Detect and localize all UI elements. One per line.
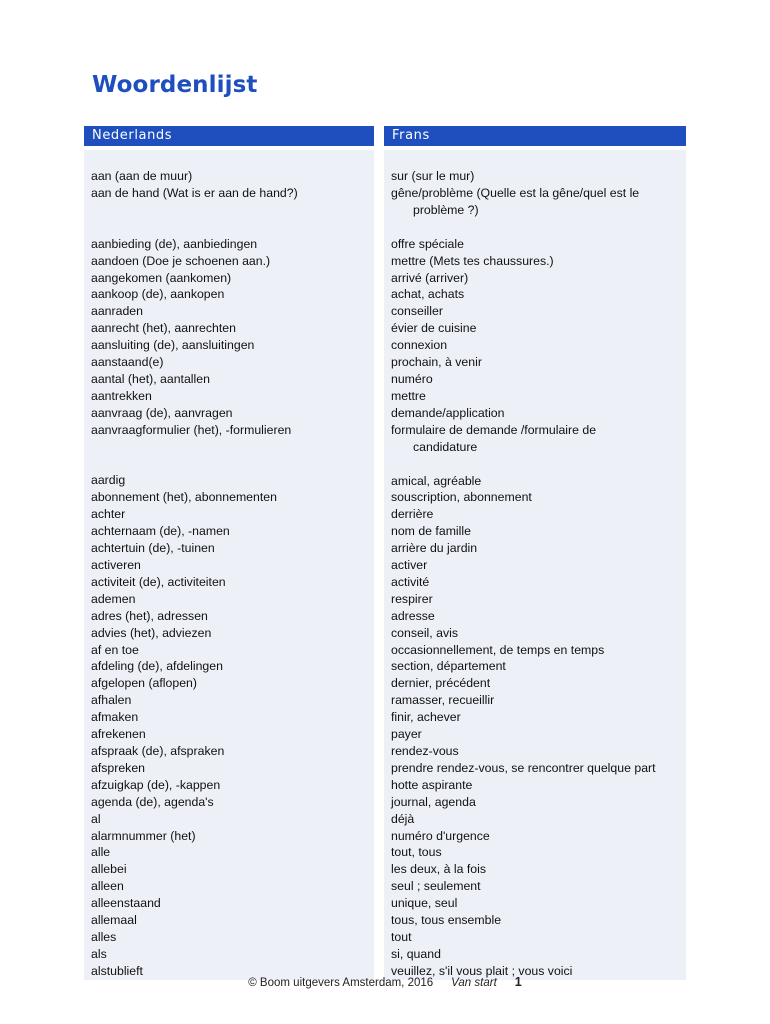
dutch-term: afspraak (de), afspraken bbox=[91, 743, 225, 758]
french-translation: souscription, abonnement bbox=[391, 490, 532, 505]
dutch-term: alle bbox=[91, 845, 111, 860]
french-translation: section, département bbox=[391, 659, 506, 674]
dutch-term: aansluiting (de), aansluitingen bbox=[91, 338, 255, 353]
french-translation: tous, tous ensemble bbox=[391, 913, 502, 928]
french-translation: dernier, précédent bbox=[391, 676, 491, 691]
group-spacer bbox=[91, 439, 374, 473]
french-translation: amical, agréable bbox=[391, 473, 482, 488]
french-translation: occasionnellement, de temps en temps bbox=[391, 642, 605, 657]
french-translation: mettre bbox=[391, 388, 426, 403]
french-translation: unique, seul bbox=[391, 896, 458, 911]
dutch-term: aanvraag (de), aanvragen bbox=[91, 405, 233, 420]
french-translation: seul ; seulement bbox=[391, 879, 481, 894]
french-translation: adresse bbox=[391, 608, 435, 623]
french-translation: ramasser, recueillir bbox=[391, 693, 495, 708]
french-translation: conseil, avis bbox=[391, 625, 458, 640]
dutch-term: afhalen bbox=[91, 693, 132, 708]
dutch-term: aanvraagformulier (het), -formulieren bbox=[91, 422, 292, 437]
french-translation: prendre rendez-vous, se rencontrer quelque part bbox=[391, 760, 656, 775]
french-translation: hotte aspirante bbox=[391, 777, 473, 792]
dutch-word-list bbox=[84, 150, 374, 980]
dutch-term: ademen bbox=[91, 591, 136, 606]
french-translation: conseiller bbox=[391, 304, 443, 319]
french-translation: demande/application bbox=[391, 405, 505, 420]
french-column-header: Frans bbox=[384, 126, 686, 146]
french-translation: problème ?) bbox=[413, 202, 479, 217]
dutch-term: alleenstaand bbox=[91, 896, 161, 911]
dutch-term: achter bbox=[91, 507, 126, 522]
french-translation: connexion bbox=[391, 338, 448, 353]
dutch-term: aantal (het), aantallen bbox=[91, 371, 210, 386]
group-spacer bbox=[391, 219, 686, 236]
group-spacer bbox=[91, 202, 374, 236]
dutch-term: aantrekken bbox=[91, 388, 152, 403]
french-translation: prochain, à venir bbox=[391, 355, 482, 370]
french-translation: veuillez, s'il vous plait ; vous voici bbox=[391, 963, 573, 978]
dutch-term: afgelopen (aflopen) bbox=[91, 676, 197, 691]
french-translation: respirer bbox=[391, 591, 433, 606]
french-translation: journal, agenda bbox=[391, 794, 476, 809]
dutch-term: af en toe bbox=[91, 642, 139, 657]
dutch-term: abonnement (het), abonnementen bbox=[91, 490, 277, 505]
dutch-term: achtertuin (de), -tuinen bbox=[91, 541, 215, 556]
french-translation: sur (sur le mur) bbox=[391, 169, 475, 183]
french-translation: arrière du jardin bbox=[391, 541, 478, 556]
dutch-term: aanbieding (de), aanbiedingen bbox=[91, 236, 258, 251]
french-translation: si, quand bbox=[391, 946, 441, 961]
page-footer bbox=[0, 975, 770, 989]
book-title: Van start bbox=[451, 977, 497, 989]
french-translation: gêne/problème (Quelle est la gêne/quel est le bbox=[391, 185, 640, 200]
french-column bbox=[384, 126, 686, 980]
french-translation: arrivé (arriver) bbox=[391, 270, 469, 285]
dutch-term: alles bbox=[91, 929, 117, 944]
dutch-term: allebei bbox=[91, 862, 127, 877]
french-translation: candidature bbox=[413, 439, 478, 454]
dutch-term: alleen bbox=[91, 879, 124, 894]
french-translation: les deux, à la fois bbox=[391, 862, 487, 877]
french-translation: payer bbox=[391, 727, 422, 742]
french-translation: nom de famille bbox=[391, 524, 471, 539]
dutch-term: aanrecht (het), aanrechten bbox=[91, 321, 236, 336]
dutch-term: aanraden bbox=[91, 304, 143, 319]
dutch-term: aanstaand(e) bbox=[91, 355, 164, 370]
dutch-term: afmaken bbox=[91, 710, 139, 725]
page-number: 1 bbox=[514, 975, 522, 989]
dutch-term: aandoen (Doe je schoenen aan.) bbox=[91, 253, 271, 268]
dutch-term: activeren bbox=[91, 558, 141, 572]
french-translation: formulaire de demande /formulaire de bbox=[391, 422, 597, 437]
french-translation: derrière bbox=[391, 507, 434, 522]
dutch-term: als bbox=[91, 946, 107, 961]
dutch-term: aan de hand (Wat is er aan de hand?) bbox=[91, 185, 298, 200]
french-translation: numéro bbox=[391, 371, 433, 386]
french-translation: activité bbox=[391, 574, 430, 589]
dutch-term: aankoop (de), aankopen bbox=[91, 287, 225, 302]
dutch-term: activiteit (de), activiteiten bbox=[91, 574, 226, 589]
french-translation: activer bbox=[391, 558, 428, 573]
french-translation: évier de cuisine bbox=[391, 321, 477, 336]
french-translation: tout, tous bbox=[391, 845, 442, 860]
dutch-term: allemaal bbox=[91, 913, 137, 928]
dutch-term: afzuigkap (de), -kappen bbox=[91, 777, 221, 792]
french-translation: tout bbox=[391, 929, 412, 944]
group-spacer bbox=[391, 456, 686, 473]
french-translation: numéro d'urgence bbox=[391, 828, 490, 843]
dutch-term: afrekenen bbox=[91, 727, 146, 742]
dutch-term: aangekomen (aankomen) bbox=[91, 270, 232, 285]
copyright-text: © Boom uitgevers Amsterdam, 2016 bbox=[248, 977, 434, 989]
dutch-column-header: Nederlands bbox=[84, 126, 374, 146]
french-translation: achat, achats bbox=[391, 287, 465, 302]
french-translation: finir, achever bbox=[391, 710, 461, 725]
dutch-term: adres (het), adressen bbox=[91, 608, 208, 623]
dutch-term: afdeling (de), afdelingen bbox=[91, 659, 223, 674]
dutch-term: aardig bbox=[91, 473, 126, 488]
french-translation: rendez-vous bbox=[391, 744, 459, 758]
dutch-column bbox=[84, 126, 374, 980]
dutch-term: al bbox=[91, 811, 101, 826]
french-translation: mettre (Mets tes chaussures.) bbox=[391, 253, 554, 268]
dutch-term: alarmnummer (het) bbox=[91, 828, 196, 843]
dutch-term: aan (aan de muur) bbox=[91, 169, 193, 183]
french-word-list bbox=[384, 150, 686, 980]
dutch-term: alstublieft bbox=[91, 963, 143, 978]
dutch-term: agenda (de), agenda's bbox=[91, 794, 214, 809]
french-translation: offre spéciale bbox=[391, 236, 464, 251]
dutch-term: advies (het), adviezen bbox=[91, 625, 212, 640]
page-title: Woordenlijst bbox=[92, 72, 258, 98]
dutch-term: afspreken bbox=[91, 760, 146, 775]
dutch-term: achternaam (de), -namen bbox=[91, 524, 230, 539]
french-translation: déjà bbox=[391, 811, 415, 826]
